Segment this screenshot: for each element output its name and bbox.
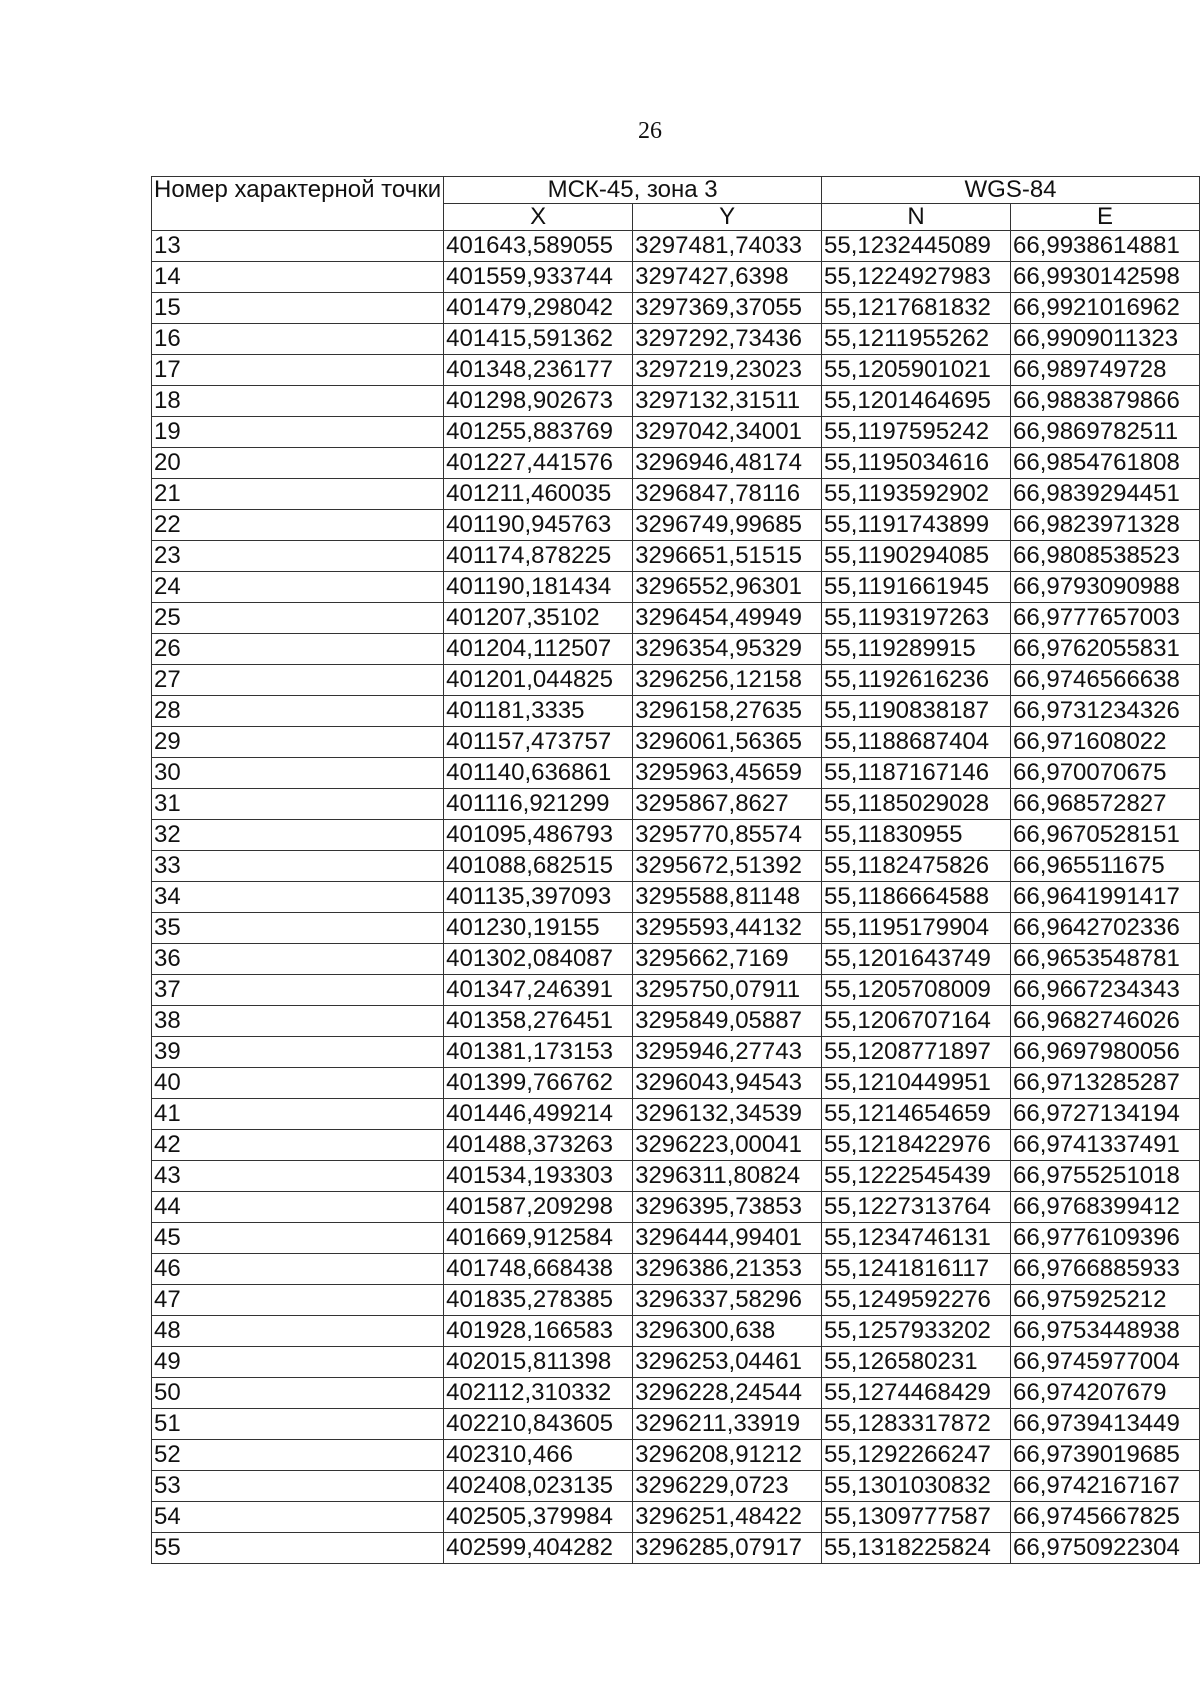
- y-cell: 3296847,78116: [633, 479, 822, 510]
- point-number-cell: 37: [152, 975, 444, 1006]
- x-cell: 402408,023135: [444, 1471, 633, 1502]
- n-cell: 55,1205901021: [822, 355, 1011, 386]
- point-number-cell: 43: [152, 1161, 444, 1192]
- point-number-cell: 15: [152, 293, 444, 324]
- x-cell: 401347,246391: [444, 975, 633, 1006]
- table-row: [152, 1347, 1200, 1378]
- e-cell: 66,9854761808: [1011, 448, 1200, 479]
- x-cell: 401135,397093: [444, 882, 633, 913]
- table-row: [152, 696, 1200, 727]
- x-cell: 401255,883769: [444, 417, 633, 448]
- table-row: [152, 572, 1200, 603]
- n-cell: 55,1182475826: [822, 851, 1011, 882]
- y-cell: 3296228,24544: [633, 1378, 822, 1409]
- table-row: [152, 355, 1200, 386]
- point-number-cell: 17: [152, 355, 444, 386]
- n-cell: 55,1232445089: [822, 231, 1011, 262]
- y-cell: 3296386,21353: [633, 1254, 822, 1285]
- table-body: [152, 231, 1200, 1564]
- x-cell: 401095,486793: [444, 820, 633, 851]
- page-number: 26: [638, 118, 662, 144]
- x-cell: 401204,112507: [444, 634, 633, 665]
- point-number-header: Номер характерной точки: [152, 177, 444, 231]
- y-cell: 3296285,07917: [633, 1533, 822, 1564]
- x-cell: 401358,276451: [444, 1006, 633, 1037]
- header-row-top: [152, 177, 1200, 204]
- y-cell: 3295963,45659: [633, 758, 822, 789]
- e-cell: 66,9731234326: [1011, 696, 1200, 727]
- e-cell: 66,9762055831: [1011, 634, 1200, 665]
- y-cell: 3295593,44132: [633, 913, 822, 944]
- y-cell: 3295750,07911: [633, 975, 822, 1006]
- n-cell: 55,1195179904: [822, 913, 1011, 944]
- n-cell: 55,1241816117: [822, 1254, 1011, 1285]
- x-cell: 401230,19155: [444, 913, 633, 944]
- e-cell: 66,9869782511: [1011, 417, 1200, 448]
- x-cell: 402015,811398: [444, 1347, 633, 1378]
- table-row: [152, 510, 1200, 541]
- e-cell: 66,9808538523: [1011, 541, 1200, 572]
- table-row: [152, 1471, 1200, 1502]
- y-cell: 3296395,73853: [633, 1192, 822, 1223]
- table-row: [152, 1130, 1200, 1161]
- n-cell: 55,1301030832: [822, 1471, 1011, 1502]
- n-cell: 55,1218422976: [822, 1130, 1011, 1161]
- table-row: [152, 293, 1200, 324]
- n-cell: 55,1292266247: [822, 1440, 1011, 1471]
- x-cell: 401116,921299: [444, 789, 633, 820]
- e-cell: 66,9777657003: [1011, 603, 1200, 634]
- e-cell: 66,9755251018: [1011, 1161, 1200, 1192]
- table-row: [152, 603, 1200, 634]
- e-cell: 66,9750922304: [1011, 1533, 1200, 1564]
- n-column-header: N: [822, 204, 1011, 231]
- n-cell: 55,1222545439: [822, 1161, 1011, 1192]
- e-cell: 66,9745667825: [1011, 1502, 1200, 1533]
- n-cell: 55,119289915: [822, 634, 1011, 665]
- y-cell: 3295770,85574: [633, 820, 822, 851]
- e-cell: 66,9653548781: [1011, 944, 1200, 975]
- n-cell: 55,126580231: [822, 1347, 1011, 1378]
- table-row: [152, 1440, 1200, 1471]
- n-cell: 55,1192616236: [822, 665, 1011, 696]
- n-cell: 55,1197595242: [822, 417, 1011, 448]
- n-cell: 55,1257933202: [822, 1316, 1011, 1347]
- x-cell: 401669,912584: [444, 1223, 633, 1254]
- x-cell: 401201,044825: [444, 665, 633, 696]
- n-cell: 55,1206707164: [822, 1006, 1011, 1037]
- x-cell: 401298,902673: [444, 386, 633, 417]
- table-row: [152, 789, 1200, 820]
- point-number-cell: 30: [152, 758, 444, 789]
- n-cell: 55,1188687404: [822, 727, 1011, 758]
- y-cell: 3297292,73436: [633, 324, 822, 355]
- point-number-cell: 48: [152, 1316, 444, 1347]
- point-number-cell: 23: [152, 541, 444, 572]
- e-cell: 66,9839294451: [1011, 479, 1200, 510]
- y-cell: 3296251,48422: [633, 1502, 822, 1533]
- e-cell: 66,9766885933: [1011, 1254, 1200, 1285]
- e-cell: 66,975925212: [1011, 1285, 1200, 1316]
- x-cell: 401748,668438: [444, 1254, 633, 1285]
- coordinates-table: [151, 176, 1200, 1564]
- e-cell: 66,9745977004: [1011, 1347, 1200, 1378]
- y-cell: 3295588,81148: [633, 882, 822, 913]
- n-cell: 55,1309777587: [822, 1502, 1011, 1533]
- e-cell: 66,9909011323: [1011, 324, 1200, 355]
- x-cell: 401348,236177: [444, 355, 633, 386]
- e-cell: 66,9746566638: [1011, 665, 1200, 696]
- n-cell: 55,1190838187: [822, 696, 1011, 727]
- y-cell: 3296208,91212: [633, 1440, 822, 1471]
- point-number-cell: 36: [152, 944, 444, 975]
- x-cell: 401140,636861: [444, 758, 633, 789]
- y-cell: 3296354,95329: [633, 634, 822, 665]
- x-cell: 401559,933744: [444, 262, 633, 293]
- y-cell: 3296061,56365: [633, 727, 822, 758]
- y-cell: 3296223,00041: [633, 1130, 822, 1161]
- table-row: [152, 1409, 1200, 1440]
- y-cell: 3296651,51515: [633, 541, 822, 572]
- point-number-cell: 25: [152, 603, 444, 634]
- table-header: [152, 177, 1200, 231]
- n-cell: 55,1193197263: [822, 603, 1011, 634]
- x-cell: 401399,766762: [444, 1068, 633, 1099]
- x-cell: 401157,473757: [444, 727, 633, 758]
- e-cell: 66,9776109396: [1011, 1223, 1200, 1254]
- x-cell: 401381,173153: [444, 1037, 633, 1068]
- point-number-cell: 49: [152, 1347, 444, 1378]
- point-number-cell: 40: [152, 1068, 444, 1099]
- point-number-cell: 34: [152, 882, 444, 913]
- y-cell: 3297219,23023: [633, 355, 822, 386]
- x-cell: 401446,499214: [444, 1099, 633, 1130]
- e-cell: 66,9938614881: [1011, 231, 1200, 262]
- y-cell: 3295662,7169: [633, 944, 822, 975]
- point-number-cell: 52: [152, 1440, 444, 1471]
- e-cell: 66,9793090988: [1011, 572, 1200, 603]
- point-number-cell: 13: [152, 231, 444, 262]
- e-cell: 66,9641991417: [1011, 882, 1200, 913]
- e-cell: 66,974207679: [1011, 1378, 1200, 1409]
- n-cell: 55,1217681832: [822, 293, 1011, 324]
- y-cell: 3296158,27635: [633, 696, 822, 727]
- n-cell: 55,1205708009: [822, 975, 1011, 1006]
- point-number-cell: 22: [152, 510, 444, 541]
- n-cell: 55,1193592902: [822, 479, 1011, 510]
- n-cell: 55,1214654659: [822, 1099, 1011, 1130]
- table-row: [152, 758, 1200, 789]
- table-row: [152, 1378, 1200, 1409]
- table-row: [152, 1223, 1200, 1254]
- point-number-cell: 38: [152, 1006, 444, 1037]
- n-cell: 55,1234746131: [822, 1223, 1011, 1254]
- n-cell: 55,1186664588: [822, 882, 1011, 913]
- e-cell: 66,9727134194: [1011, 1099, 1200, 1130]
- x-cell: 402599,404282: [444, 1533, 633, 1564]
- y-cell: 3296749,99685: [633, 510, 822, 541]
- y-cell: 3296253,04461: [633, 1347, 822, 1378]
- n-cell: 55,1211955262: [822, 324, 1011, 355]
- e-cell: 66,9713285287: [1011, 1068, 1200, 1099]
- point-number-cell: 27: [152, 665, 444, 696]
- point-number-cell: 29: [152, 727, 444, 758]
- n-cell: 55,1318225824: [822, 1533, 1011, 1564]
- x-cell: 401302,084087: [444, 944, 633, 975]
- point-number-cell: 19: [152, 417, 444, 448]
- n-cell: 55,1195034616: [822, 448, 1011, 479]
- x-cell: 401534,193303: [444, 1161, 633, 1192]
- point-number-cell: 54: [152, 1502, 444, 1533]
- table-row: [152, 1502, 1200, 1533]
- y-cell: 3296454,49949: [633, 603, 822, 634]
- table-row: [152, 944, 1200, 975]
- table-row: [152, 1192, 1200, 1223]
- y-cell: 3295946,27743: [633, 1037, 822, 1068]
- e-cell: 66,9667234343: [1011, 975, 1200, 1006]
- n-cell: 55,1191743899: [822, 510, 1011, 541]
- e-cell: 66,9697980056: [1011, 1037, 1200, 1068]
- y-cell: 3296211,33919: [633, 1409, 822, 1440]
- point-number-cell: 50: [152, 1378, 444, 1409]
- x-cell: 401190,181434: [444, 572, 633, 603]
- x-cell: 401227,441576: [444, 448, 633, 479]
- x-cell: 401415,591362: [444, 324, 633, 355]
- table-row: [152, 913, 1200, 944]
- point-number-cell: 53: [152, 1471, 444, 1502]
- x-cell: 401835,278385: [444, 1285, 633, 1316]
- y-cell: 3296552,96301: [633, 572, 822, 603]
- n-cell: 55,1190294085: [822, 541, 1011, 572]
- table-row: [152, 1254, 1200, 1285]
- point-number-cell: 39: [152, 1037, 444, 1068]
- e-cell: 66,9921016962: [1011, 293, 1200, 324]
- y-cell: 3295849,05887: [633, 1006, 822, 1037]
- y-cell: 3296311,80824: [633, 1161, 822, 1192]
- e-cell: 66,9670528151: [1011, 820, 1200, 851]
- point-number-cell: 18: [152, 386, 444, 417]
- point-number-cell: 24: [152, 572, 444, 603]
- x-cell: 401207,35102: [444, 603, 633, 634]
- point-number-cell: 14: [152, 262, 444, 293]
- point-number-cell: 33: [152, 851, 444, 882]
- y-cell: 3296043,94543: [633, 1068, 822, 1099]
- point-number-cell: 45: [152, 1223, 444, 1254]
- table-row: [152, 1006, 1200, 1037]
- point-number-cell: 21: [152, 479, 444, 510]
- table-row: [152, 386, 1200, 417]
- e-cell: 66,9739413449: [1011, 1409, 1200, 1440]
- n-cell: 55,1201643749: [822, 944, 1011, 975]
- x-cell: 402210,843605: [444, 1409, 633, 1440]
- y-cell: 3296337,58296: [633, 1285, 822, 1316]
- table-row: [152, 1533, 1200, 1564]
- table-row: [152, 448, 1200, 479]
- n-cell: 55,1185029028: [822, 789, 1011, 820]
- n-cell: 55,1249592276: [822, 1285, 1011, 1316]
- e-cell: 66,965511675: [1011, 851, 1200, 882]
- x-cell: 401211,460035: [444, 479, 633, 510]
- n-cell: 55,1283317872: [822, 1409, 1011, 1440]
- x-cell: 401488,373263: [444, 1130, 633, 1161]
- table-row: [152, 417, 1200, 448]
- table-row: [152, 541, 1200, 572]
- n-cell: 55,1227313764: [822, 1192, 1011, 1223]
- x-cell: 402112,310332: [444, 1378, 633, 1409]
- table-row: [152, 975, 1200, 1006]
- x-cell: 401587,209298: [444, 1192, 633, 1223]
- e-cell: 66,9823971328: [1011, 510, 1200, 541]
- y-cell: 3297369,37055: [633, 293, 822, 324]
- wgs-group-header: WGS-84: [822, 177, 1200, 204]
- e-cell: 66,9739019685: [1011, 1440, 1200, 1471]
- e-cell: 66,9742167167: [1011, 1471, 1200, 1502]
- table-row: [152, 882, 1200, 913]
- point-number-cell: 20: [152, 448, 444, 479]
- x-cell: 401088,682515: [444, 851, 633, 882]
- y-column-header: Y: [633, 204, 822, 231]
- y-cell: 3295672,51392: [633, 851, 822, 882]
- point-number-cell: 35: [152, 913, 444, 944]
- point-number-cell: 28: [152, 696, 444, 727]
- table-row: [152, 262, 1200, 293]
- point-number-cell: 41: [152, 1099, 444, 1130]
- point-number-cell: 42: [152, 1130, 444, 1161]
- n-cell: 55,1191661945: [822, 572, 1011, 603]
- e-cell: 66,9682746026: [1011, 1006, 1200, 1037]
- n-cell: 55,1210449951: [822, 1068, 1011, 1099]
- x-cell: 401190,945763: [444, 510, 633, 541]
- msk-group-header: МСК-45, зона 3: [444, 177, 822, 204]
- table-row: [152, 1161, 1200, 1192]
- table-row: [152, 851, 1200, 882]
- table-row: [152, 1285, 1200, 1316]
- table-row: [152, 231, 1200, 262]
- x-cell: 401181,3335: [444, 696, 633, 727]
- y-cell: 3297042,34001: [633, 417, 822, 448]
- n-cell: 55,1208771897: [822, 1037, 1011, 1068]
- y-cell: 3296256,12158: [633, 665, 822, 696]
- y-cell: 3297132,31511: [633, 386, 822, 417]
- x-cell: 402310,466: [444, 1440, 633, 1471]
- n-cell: 55,1187167146: [822, 758, 1011, 789]
- point-number-cell: 44: [152, 1192, 444, 1223]
- y-cell: 3297481,74033: [633, 231, 822, 262]
- table-row: [152, 1316, 1200, 1347]
- table-row: [152, 1068, 1200, 1099]
- x-cell: 402505,379984: [444, 1502, 633, 1533]
- e-cell: 66,970070675: [1011, 758, 1200, 789]
- n-cell: 55,1201464695: [822, 386, 1011, 417]
- table-row: [152, 665, 1200, 696]
- y-cell: 3296229,0723: [633, 1471, 822, 1502]
- table-row: [152, 820, 1200, 851]
- point-number-cell: 55: [152, 1533, 444, 1564]
- e-cell: 66,9768399412: [1011, 1192, 1200, 1223]
- y-cell: 3296132,34539: [633, 1099, 822, 1130]
- y-cell: 3295867,8627: [633, 789, 822, 820]
- table-row: [152, 727, 1200, 758]
- e-cell: 66,9883879866: [1011, 386, 1200, 417]
- e-cell: 66,9642702336: [1011, 913, 1200, 944]
- point-number-cell: 32: [152, 820, 444, 851]
- y-cell: 3296300,638: [633, 1316, 822, 1347]
- table-row: [152, 479, 1200, 510]
- e-cell: 66,989749728: [1011, 355, 1200, 386]
- table-row: [152, 324, 1200, 355]
- n-cell: 55,1274468429: [822, 1378, 1011, 1409]
- x-cell: 401643,589055: [444, 231, 633, 262]
- table-row: [152, 1099, 1200, 1130]
- x-cell: 401479,298042: [444, 293, 633, 324]
- y-cell: 3296444,99401: [633, 1223, 822, 1254]
- e-cell: 66,968572827: [1011, 789, 1200, 820]
- x-column-header: X: [444, 204, 633, 231]
- e-cell: 66,971608022: [1011, 727, 1200, 758]
- point-number-cell: 47: [152, 1285, 444, 1316]
- point-number-cell: 51: [152, 1409, 444, 1440]
- n-cell: 55,11830955: [822, 820, 1011, 851]
- e-cell: 66,9753448938: [1011, 1316, 1200, 1347]
- y-cell: 3297427,6398: [633, 262, 822, 293]
- x-cell: 401928,166583: [444, 1316, 633, 1347]
- table-row: [152, 1037, 1200, 1068]
- n-cell: 55,1224927983: [822, 262, 1011, 293]
- point-number-cell: 31: [152, 789, 444, 820]
- point-number-cell: 46: [152, 1254, 444, 1285]
- e-cell: 66,9741337491: [1011, 1130, 1200, 1161]
- point-number-cell: 26: [152, 634, 444, 665]
- e-column-header: E: [1011, 204, 1200, 231]
- e-cell: 66,9930142598: [1011, 262, 1200, 293]
- y-cell: 3296946,48174: [633, 448, 822, 479]
- table-row: [152, 634, 1200, 665]
- point-number-cell: 16: [152, 324, 444, 355]
- x-cell: 401174,878225: [444, 541, 633, 572]
